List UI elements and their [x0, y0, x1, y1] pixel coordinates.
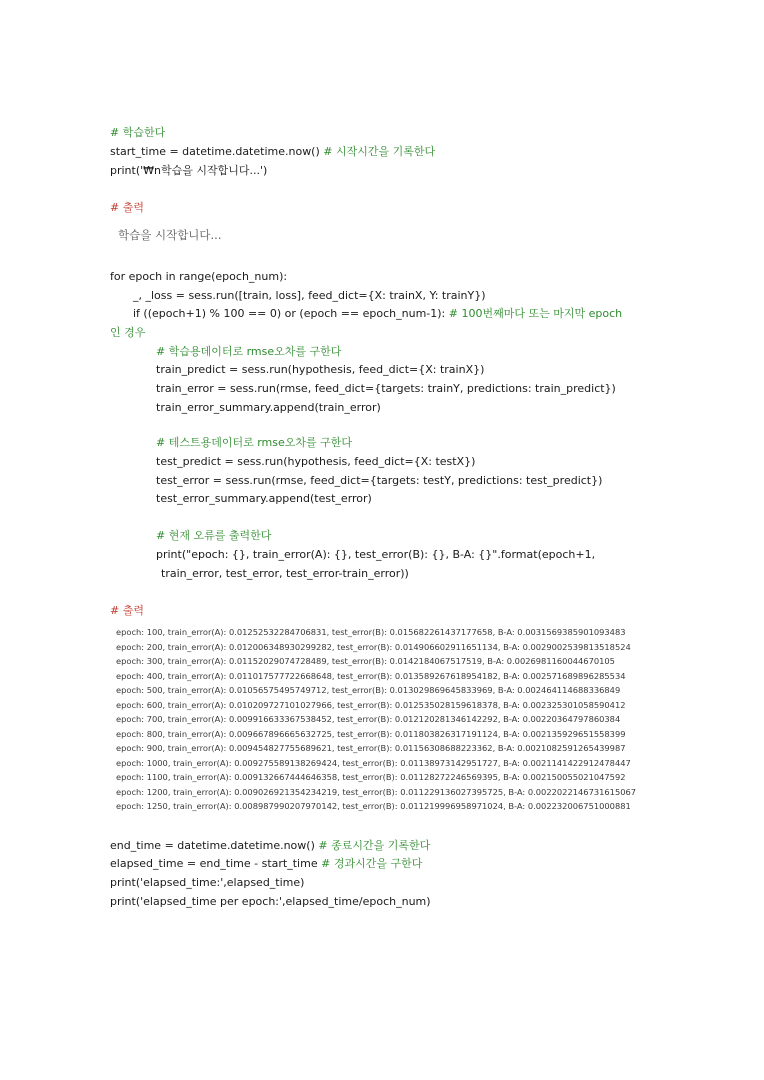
epoch-log-line: epoch: 300, train_error(A): 0.01152029074728489, test_error(B): 0.0142184067517519, B-A: 0.0026981160044670105 [116, 656, 615, 666]
comment-train-rmse: # 학습용데이터로 rmse오차를 구한다 [156, 345, 342, 358]
epoch-log-line: epoch: 200, train_error(A): 0.012006348930299282, test_error(B): 0.014906602911651134, B-A: 0.0029002539813518524 [116, 641, 631, 652]
code-line-if [133, 307, 622, 321]
code-line-print-per-epoch: print('elapsed_time per epoch:',elapsed_time/epoch_num) [110, 895, 431, 908]
comment-test-rmse: # 테스트용데이터로 rmse오차를 구한다 [156, 436, 353, 449]
code-line-for: for epoch in range(epoch_num): [110, 270, 288, 283]
code-line-test-summary: test_error_summary.append(test_error) [156, 492, 372, 505]
inline-comment: # 종료시간을 기록한다 [318, 839, 431, 852]
code-line-sess-run: _, _loss = sess.run([train, loss], feed_dict={X: trainX, Y: trainY}) [133, 289, 486, 302]
comment-train: # 학습한다 [110, 126, 166, 139]
inline-comment: # 100번째마다 또는 마지막 epoch [448, 307, 623, 320]
code-line-print-epoch: print("epoch: {}, train_error(A): {}, test_error(B): {}, B-A: {}".format(epoch+1, [156, 548, 596, 561]
epoch-log-line: epoch: 1000, train_error(A): 0.009275589138269424, test_error(B): 0.01138973142951727, B-A: 0.0021141422912478447 [116, 757, 631, 768]
epoch-log-line: epoch: 1250, train_error(A): 0.008987990207970142, test_error(B): 0.011219996958971024, B-A: 0.002232006751000881 [116, 801, 631, 811]
epoch-log-line: epoch: 1200, train_error(A): 0.009026921354234219, test_error(B): 0.011229136027395725, B-A: 0.0022022146731615067 [116, 786, 637, 797]
epoch-log-line: epoch: 800, train_error(A): 0.009667896665632725, test_error(B): 0.011803826317191124, B-A: 0.002135929651558399 [116, 728, 626, 739]
code-line-test-predict: test_predict = sess.run(hypothesis, feed_dict={X: testX}) [156, 455, 476, 468]
comment-print-error: # 현재 오류를 출력한다 [156, 529, 272, 542]
code-line-elapsed [110, 857, 422, 871]
code-line-train-error: train_error = sess.run(rmse, feed_dict={targets: trainY, predictions: train_predict}) [156, 382, 616, 395]
code-line-train-summary: train_error_summary.append(train_error) [156, 401, 381, 414]
epoch-log-line: epoch: 400, train_error(A): 0.011017577722668648, test_error(B): 0.013589267618954182, B-A: 0.002571689896285534 [116, 670, 626, 681]
code-line-start-time [110, 145, 435, 159]
epoch-log-line: epoch: 500, train_error(A): 0.01056575495749712, test_error(B): 0.013029869645833969, B-A: 0.002464114688336849 [116, 685, 621, 695]
code-line-print-elapsed: print('elapsed_time:',elapsed_time) [110, 876, 305, 889]
epoch-log-line: epoch: 100, train_error(A): 0.01252532284706831, test_error(B): 0.015682261437177658, B-A: 0.0031569385901093483 [116, 627, 626, 637]
code-line-print-args: train_error, test_error, test_error-train_error)) [161, 567, 409, 580]
output-header-2: # 출력 [110, 604, 144, 617]
epoch-log-line: epoch: 1100, train_error(A): 0.009132667444646358, test_error(B): 0.01128272246569395, B-A: 0.002150055021047592 [116, 772, 626, 782]
code-text: end_time = datetime.datetime.now() [110, 839, 319, 852]
code-text: elapsed_time = end_time - start_time [110, 857, 322, 870]
comment-wrap: 인 경우 [110, 326, 146, 339]
epoch-log-line: epoch: 600, train_error(A): 0.010209727101027966, test_error(B): 0.012535028159618378, B-A: 0.002325301058590412 [116, 699, 626, 710]
code-text: if ((epoch+1) % 100 == 0) or (epoch == epoch_num-1): [133, 307, 449, 320]
code-line-train-predict: train_predict = sess.run(hypothesis, feed_dict={X: trainX}) [156, 363, 485, 376]
output-header-1: # 출력 [110, 201, 144, 214]
epoch-log-line: epoch: 900, train_error(A): 0.009454827755689621, test_error(B): 0.01156308688223362, B-A: 0.0021082591265439987 [116, 743, 626, 753]
inline-comment: # 경과시간을 구한다 [321, 857, 423, 870]
epoch-log-line: epoch: 700, train_error(A): 0.009916633367538452, test_error(B): 0.012120281346142292, B-A: 0.00220364797860384 [116, 714, 621, 724]
code-line-print-start: print('₩n학습을 시작합니다...') [110, 164, 268, 177]
code-line-end-time [110, 839, 430, 853]
code-line-test-error: test_error = sess.run(rmse, feed_dict={targets: testY, predictions: test_predict}) [156, 474, 603, 487]
output-text-1: 학습을 시작합니다... [118, 228, 222, 242]
code-text: start_time = datetime.datetime.now() [110, 145, 324, 158]
inline-comment: # 시작시간을 기록한다 [323, 145, 436, 158]
